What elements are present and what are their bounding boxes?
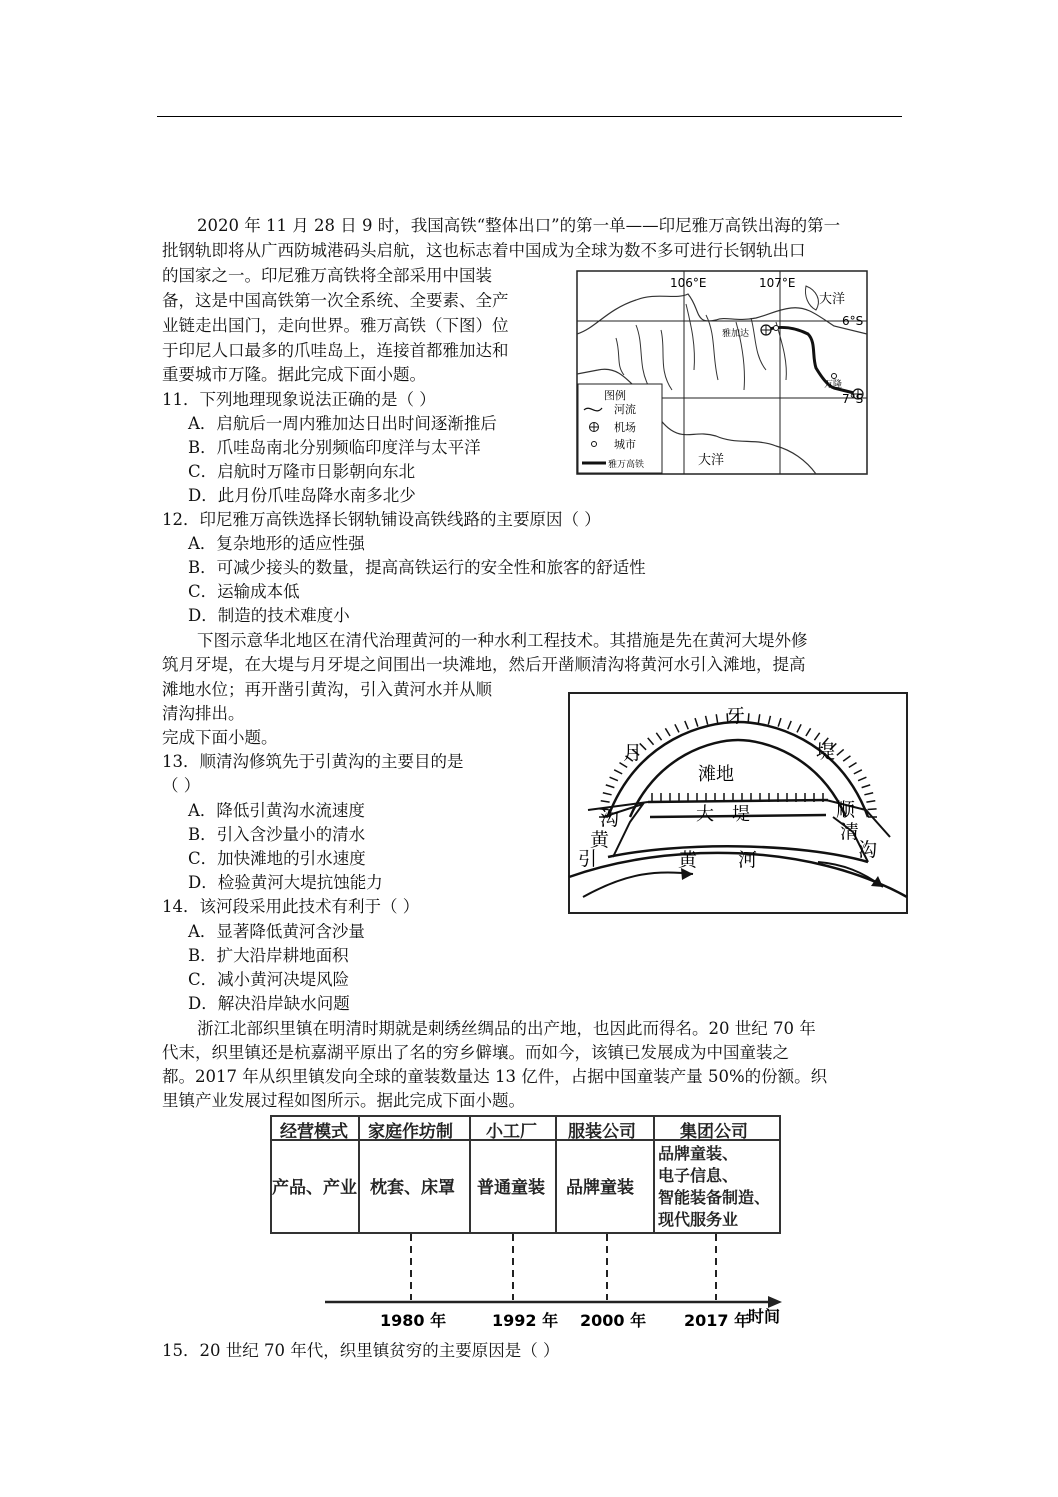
arc-char: 月 [623, 742, 643, 764]
table-header: 服装公司 [568, 1122, 636, 1142]
intro2-line: 滩地水位；再开凿引黄沟，引入黄河水并从顺 [162, 680, 492, 699]
lon-label: 107°E [759, 276, 796, 290]
intro3-line: 都。2017 年从织里镇发向全球的童装数量达 13 亿件，占据中国童装产量 50%的份额。织 [162, 1067, 828, 1086]
lat-label: 6°S [842, 314, 864, 328]
table-header: 集团公司 [680, 1122, 748, 1142]
table-header: 家庭作坊制 [368, 1122, 453, 1142]
city-label: 万隆 [824, 380, 843, 390]
intro3-line: 代末，织里镇还是杭嘉湖平原出了名的穷乡僻壤。而如今，该镇已发展成为中国童装之 [162, 1043, 789, 1062]
legend-title: 图例 [604, 389, 626, 402]
intro1-line: 批钢轨即将从广西防城港码头启航，这也标志着中国成为全球为数不多可进行长钢轨出口 [162, 241, 806, 260]
lat-label: 7°S [842, 392, 864, 406]
year-label: 2017 年 [684, 1311, 751, 1330]
ocean-label: 大洋 [698, 453, 725, 468]
option[interactable]: C．运输成本低 [188, 582, 300, 601]
lon-label: 106°E [670, 276, 707, 290]
table-divider [469, 1117, 471, 1232]
option[interactable]: B．扩大沿岸耕地面积 [188, 946, 349, 965]
question-13-paren: （ ） [162, 776, 201, 795]
option[interactable]: A．启航后一周内雅加达日出时间逐渐推后 [188, 414, 497, 433]
right-channel-char: 顺 [836, 799, 856, 821]
legend-item: 河流 [614, 403, 636, 416]
option[interactable]: D．此月份爪哇岛降水南多北少 [188, 486, 416, 505]
intro2-line: 完成下面小题。 [162, 728, 278, 747]
question-12: 12．印尼雅万高铁选择长钢轨铺设高铁线路的主要原因（ ） [162, 510, 601, 529]
yellow-river-dike-diagram [568, 692, 908, 914]
intro1-line: 业链走出国门，走向世界。雅万高铁（下图）位 [162, 316, 509, 335]
option[interactable]: B．引入含沙量小的清水 [188, 825, 366, 844]
intro3-line: 里镇产业发展过程如图所示。据此完成下面小题。 [162, 1091, 525, 1110]
row-label: 产品、产业 [272, 1178, 357, 1198]
option[interactable]: D．解决沿岸缺水问题 [188, 994, 350, 1013]
intro2-line: 下图示意华北地区在清代治理黄河的一种水利工程技术。其措施是先在黄河大堤外修 [197, 631, 808, 650]
question-13: 13．顺清沟修筑先于引黄沟的主要目的是 [162, 752, 464, 771]
axis-label: 时间 [748, 1307, 781, 1326]
legend-item: 机场 [614, 421, 636, 434]
left-channel-char: 黄 [590, 829, 610, 851]
legend-item: 城市 [614, 438, 636, 451]
java-railway-map [576, 270, 868, 475]
table-cell: 智能装备制造、 [658, 1188, 771, 1207]
table-cell: 现代服务业 [658, 1210, 739, 1229]
timeline [320, 1234, 800, 1334]
year-label: 1980 年 [380, 1311, 447, 1330]
year-label: 2000 年 [580, 1311, 647, 1330]
ocean-label: 大洋 [819, 292, 846, 307]
year-label: 1992 年 [492, 1311, 559, 1330]
arc-char: 堤 [816, 741, 836, 763]
option[interactable]: C．启航时万隆市日影朝向东北 [188, 462, 416, 481]
table-divider [653, 1117, 655, 1232]
dike-label: 大堤 [696, 804, 768, 825]
question-15: 15．20 世纪 70 年代，织里镇贫穷的主要原因是（ ） [162, 1341, 560, 1360]
intro1-line: 重要城市万隆。据此完成下面小题。 [162, 365, 426, 384]
city-label: 雅加达 [722, 329, 750, 339]
table-cell: 枕套、床罩 [370, 1178, 455, 1198]
option[interactable]: A．降低引黄沟水流速度 [188, 801, 365, 820]
intro2-line: 筑月牙堤，在大堤与月牙堤之间围出一块滩地，然后开凿顺清沟将黄河水引入滩地，提高 [162, 655, 806, 674]
option[interactable]: A．显著降低黄河含沙量 [188, 922, 365, 941]
dike-tick [748, 713, 749, 722]
legend-item: 雅万高铁 [608, 460, 645, 470]
intro1-line: 于印尼人口最多的爪哇岛上，连接首都雅加达和 [162, 341, 509, 360]
intro1-line: 备，这是中国高铁第一次全系统、全要素、全产 [162, 291, 509, 310]
option[interactable]: B．可减少接头的数量，提高高铁运行的安全性和旅客的舒适性 [188, 558, 646, 577]
intro1-line: 2020 年 11 月 28 日 9 时，我国高铁“整体出口”的第一单——印尼雅万高铁出海的第一 [197, 216, 841, 235]
industry-development-table [270, 1115, 781, 1234]
dike-tick [868, 809, 877, 810]
right-channel-char: 沟 [858, 839, 878, 861]
option[interactable]: B．爪哇岛南北分别频临印度洋与太平洋 [188, 438, 481, 457]
intro3-line: 浙江北部织里镇在明清时期就是刺绣丝绸品的出产地，也因此而得名。20 世纪 70 年 [197, 1019, 816, 1038]
table-divider [358, 1117, 360, 1232]
table-cell: 普通童装 [477, 1178, 545, 1198]
river-char: 黄 [678, 849, 698, 871]
river-char: 河 [738, 849, 758, 871]
question-14: 14．该河段采用此技术有利于（ ） [162, 897, 420, 916]
header-rule [157, 116, 902, 117]
table-cell: 电子信息、 [658, 1166, 739, 1185]
left-channel-char: 沟 [600, 808, 620, 830]
table-header: 小工厂 [486, 1122, 537, 1142]
question-11: 11．下列地理现象说法正确的是（ ） [162, 390, 436, 409]
table-cell: 品牌童装 [566, 1178, 634, 1198]
table-divider [555, 1117, 557, 1232]
option[interactable]: D．制造的技术难度小 [188, 606, 350, 625]
left-channel-char: 引 [578, 848, 598, 870]
option[interactable]: C．减小黄河决堤风险 [188, 970, 350, 989]
option[interactable]: D．检验黄河大堤抗蚀能力 [188, 873, 383, 892]
option[interactable]: C．加快滩地的引水速度 [188, 849, 366, 868]
table-header: 经营模式 [280, 1122, 348, 1142]
beach-label: 滩地 [698, 764, 734, 785]
intro2-line: 清沟排出。 [162, 704, 245, 723]
arc-char: 牙 [726, 705, 746, 727]
intro1-line: 的国家之一。印尼雅万高铁将全部采用中国装 [162, 266, 492, 285]
table-cell: 品牌童装、 [658, 1144, 739, 1163]
option[interactable]: A．复杂地形的适应性强 [188, 534, 365, 553]
right-channel-char: 清 [840, 821, 860, 843]
